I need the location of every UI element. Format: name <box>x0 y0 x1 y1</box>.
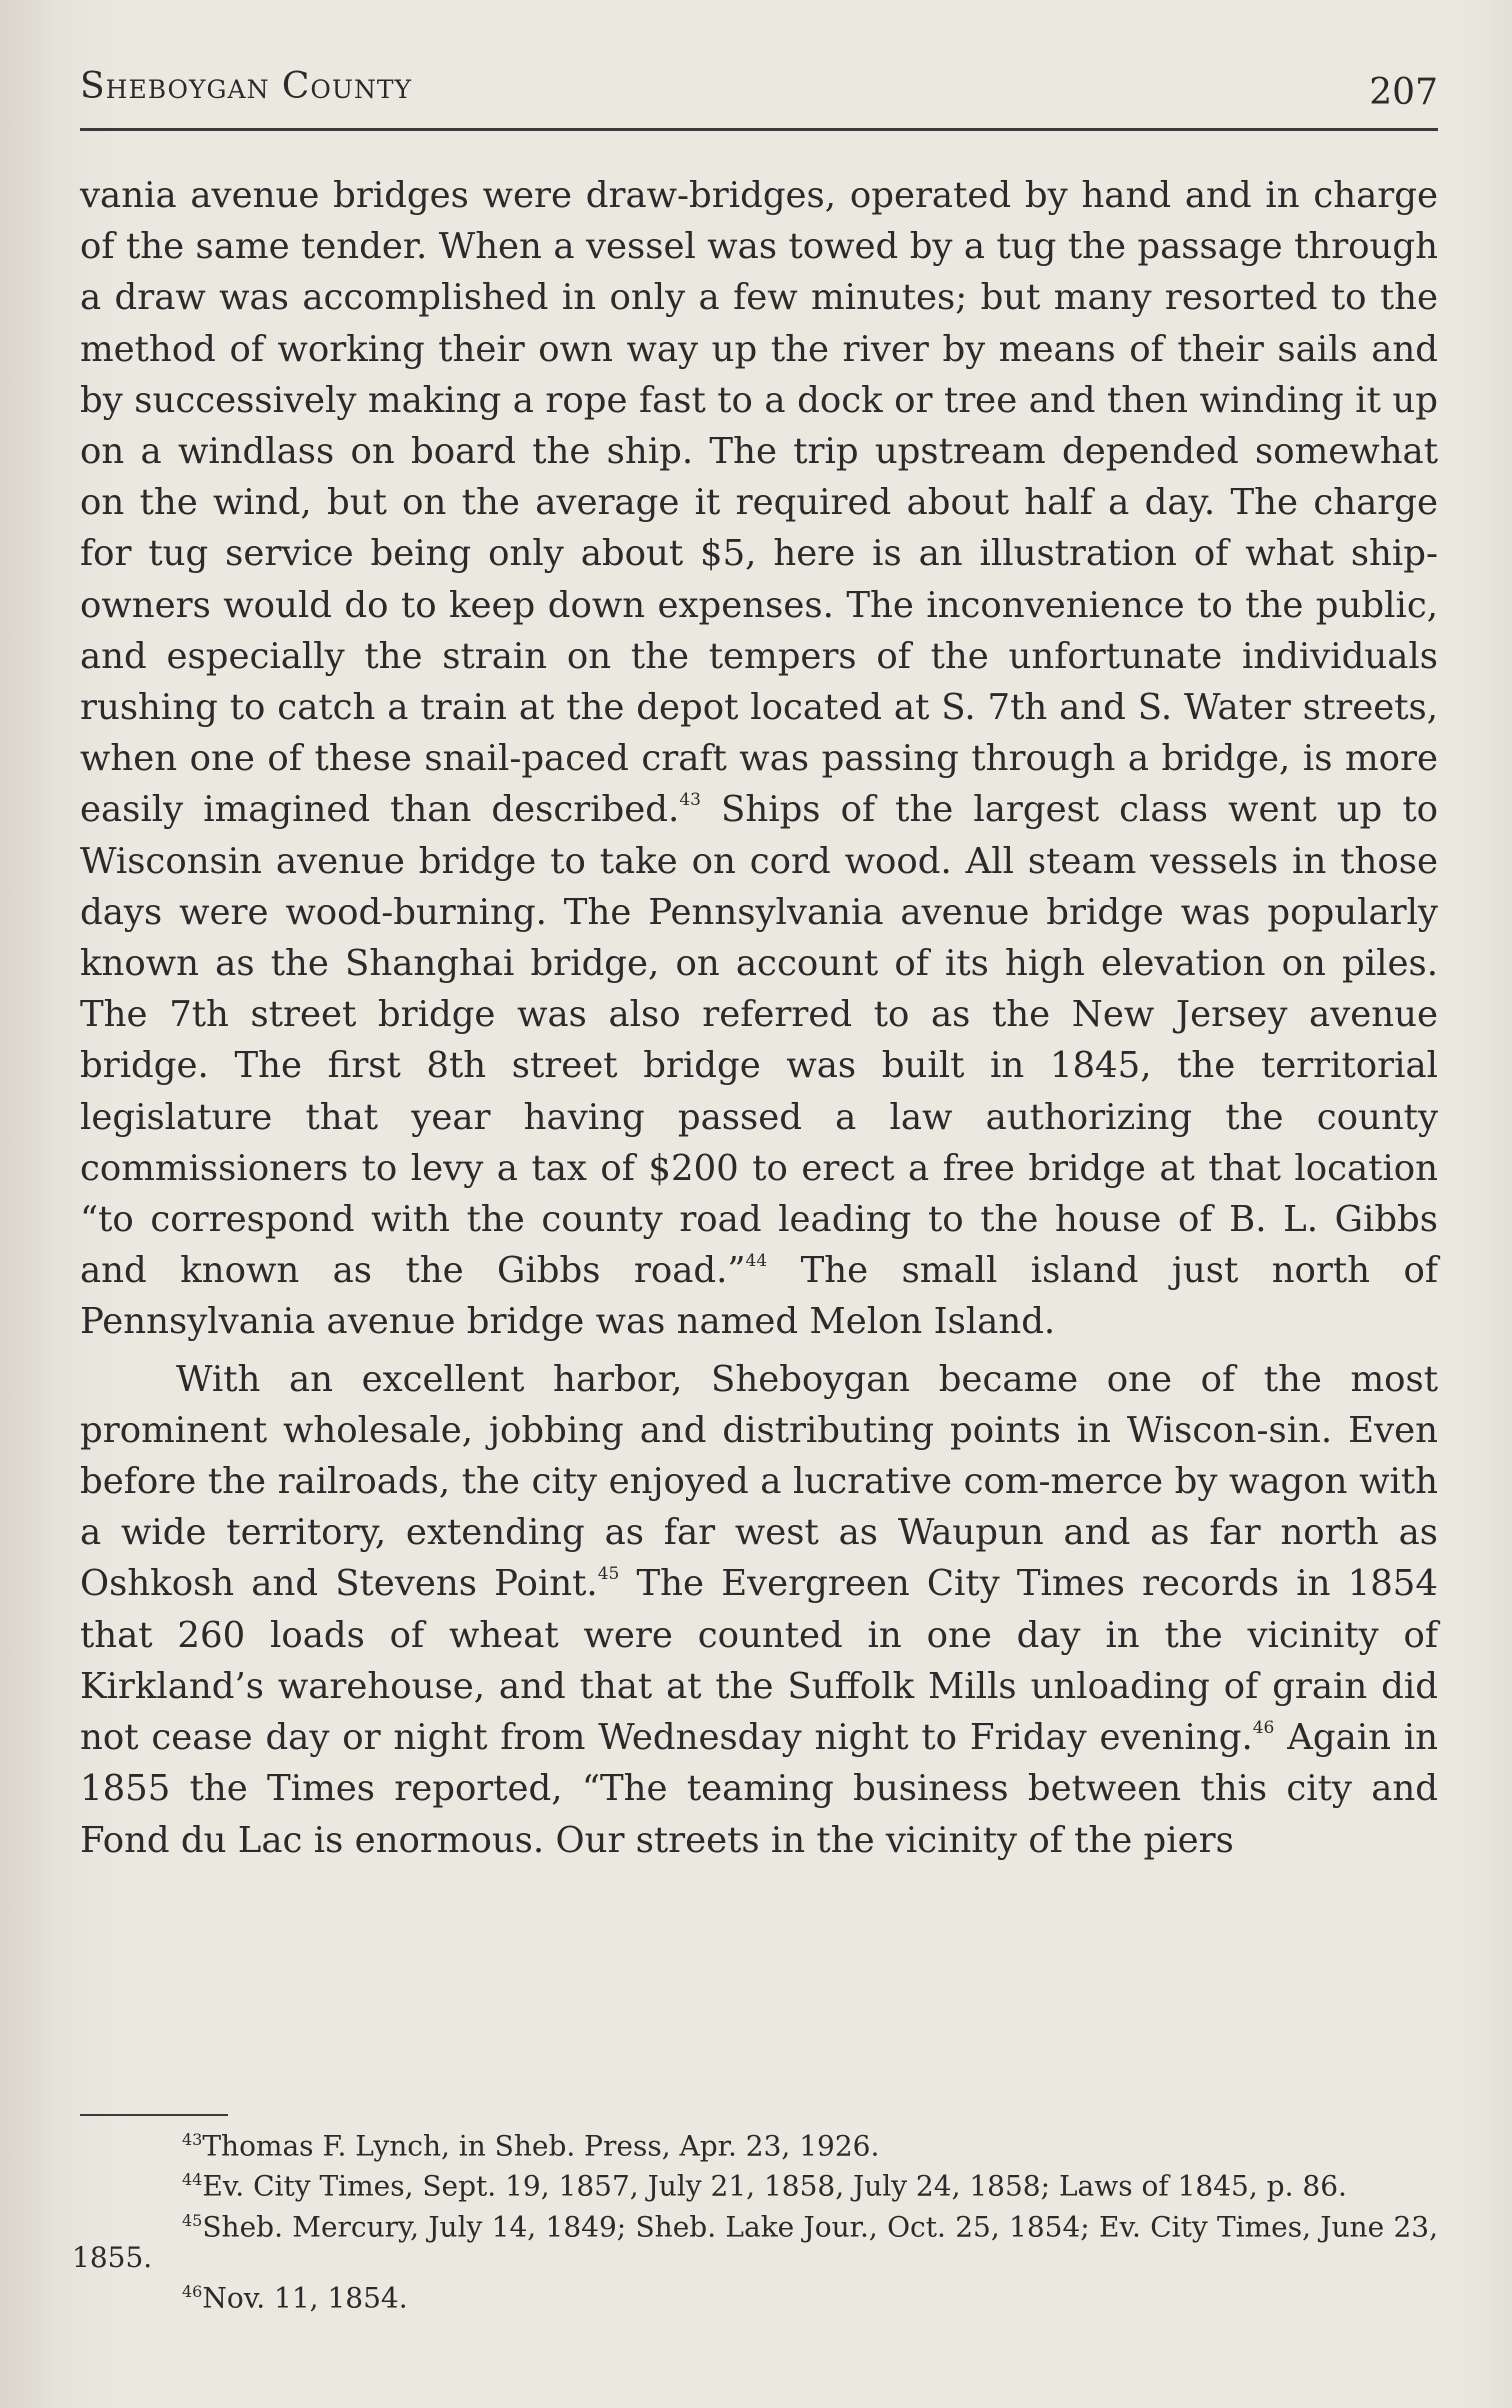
footnote-45 <box>72 2205 1438 2273</box>
paragraph-2 <box>80 1354 1438 1866</box>
footnote-ref-44: 44 <box>745 1251 768 1272</box>
footnote-number: 46 <box>182 2281 203 2301</box>
footnote-text: Sheb. Mercury, July 14, 1849; Sheb. Lake Jour., Oct. 25, 1854; Ev. City Times, June 23, 1855. <box>72 2209 1438 2274</box>
footnote-ref-43: 43 <box>679 790 701 811</box>
paragraph-2-text-a: With an excellent harbor, Sheboygan became one of the most prominent wholesale, jobbing and distributing points in Wiscon-sin. Even before the railroads, the city enjoyed a lucrative com-merce by wagon with a wide territory, extending as far west as Waupun and as far north as Oshkosh and Stevens Point. <box>80 1358 1438 1605</box>
paragraph-1-text-b: Ships of the largest class went up to Wisconsin avenue bridge to take on cord wood. All steam vessels in those days were wood-burning. The Pennsylvania avenue bridge was popularly known as the Shanghai bridge, on account of its high elevation on piles. The 7th street bridge was also referred to as the New Jersey avenue bridge. The first 8th street bridge was built in 1845, the territorial legislature that year having passed a law authorizing the county commissioners to levy a tax of $200 to erect a free bridge at that location “to correspond with the county road leading to the house of B. L. Gibbs and known as the Gibbs road.” <box>80 789 1438 1292</box>
paragraph-1 <box>80 170 1438 1348</box>
footnote-number: 45 <box>182 2210 203 2230</box>
page-number: 207 <box>1369 72 1438 113</box>
body-text <box>80 170 1438 1866</box>
footnotes <box>72 2124 1438 2316</box>
footnote-44 <box>72 2164 1438 2201</box>
header-rule <box>80 128 1438 131</box>
footnote-number: 43 <box>182 2130 203 2149</box>
paragraph-1-text-c: The small island just north of Pennsylvania avenue bridge was named Melon Island. <box>80 1250 1438 1343</box>
footnote-text: Ev. City Times, Sept. 19, 1857, July 21, 1858, July 24, 1858; Laws of 1845, p. 86. <box>202 2169 1347 2203</box>
footnote-text: Nov. 11, 1854. <box>202 2281 408 2315</box>
footnote-ref-46: 46 <box>1252 1718 1275 1739</box>
footnote-text: Thomas F. Lynch, in Sheb. Press, Apr. 23, 1926. <box>202 2129 880 2163</box>
running-head: Sheboygan County <box>80 66 413 107</box>
footnote-number: 44 <box>182 2170 203 2190</box>
footnote-rule <box>80 2114 228 2116</box>
paragraph-1-text-a: vania avenue bridges were draw-bridges, operated by hand and in charge of the same tender. When a vessel was towed by a tug the passage through a draw was accomplished in only a few minutes; but many resorted to the method of working their own way up the river by means of their sails and by successively making a rope fast to a dock or tree and then winding it up on a windlass on board the ship. The trip upstream depended somewhat on the wind, but on the average it required about half a day. The charge for tug service being only about $5, here is an illustration of what ship-owners would do to keep down expenses. The inconvenience to the public, and especially the strain on the tempers of the unfortunate individuals rushing to catch a train at the depot located at S. 7th and S. Water streets, when one of these snail-paced craft was passing through a bridge, is more easily imagined than described. <box>80 175 1438 831</box>
footnote-ref-45: 45 <box>597 1564 620 1585</box>
paragraph-2-text-b: The Evergreen City Times records in 1854 that 260 loads of wheat were counted in one day in the vicinity of Kirkland’s warehouse, and that at the Suffolk Mills unloading of grain did not cease day or night from Wednesday night to Friday evening. <box>80 1563 1438 1759</box>
paragraph-2-text-c: Again in 1855 the Times reported, “The teaming business between this city and Fond du Lac is enormous. Our streets in the vicinity of the piers <box>80 1717 1438 1861</box>
footnote-43 <box>72 2124 1438 2161</box>
page-header <box>80 66 1438 116</box>
footnote-46 <box>72 2276 1438 2313</box>
